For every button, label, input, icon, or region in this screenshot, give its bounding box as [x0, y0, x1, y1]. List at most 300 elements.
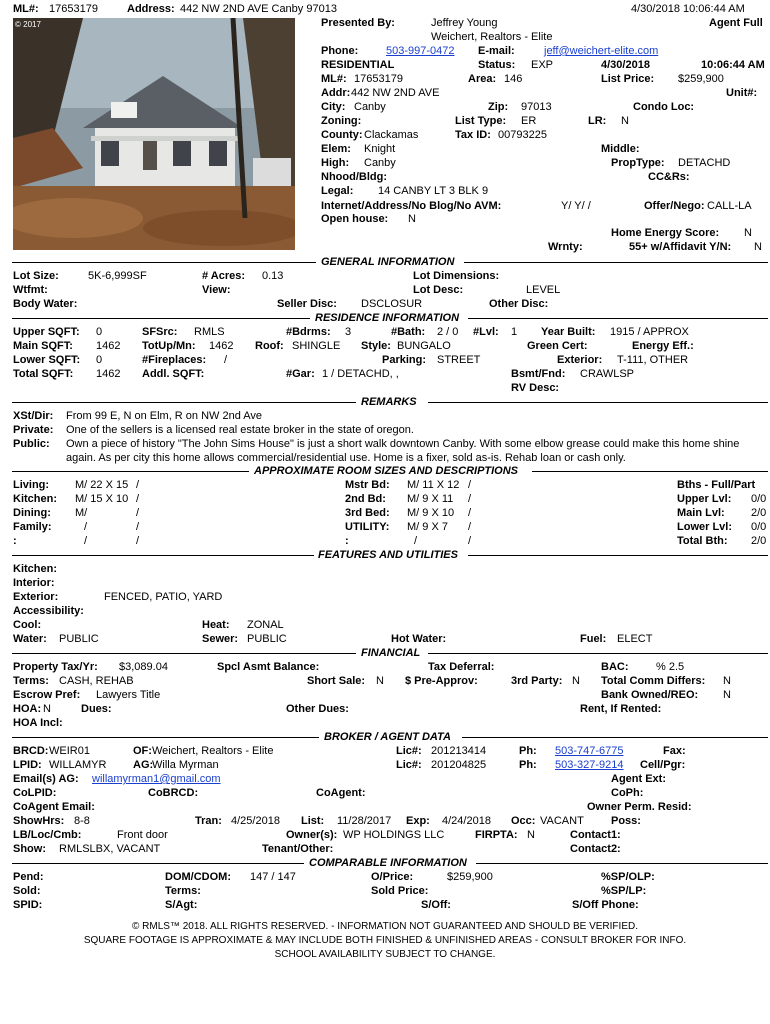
list-type-value: ER	[521, 115, 537, 127]
year-built-label: Year Built:	[541, 326, 596, 338]
remarks-header	[12, 396, 768, 409]
agent-phone-link[interactable]: 503-327-9214	[555, 759, 624, 771]
total-sqft-value: 1462	[96, 368, 121, 380]
room-size: M/ 11 X 12	[407, 479, 460, 491]
style-label: Style:	[361, 340, 391, 352]
garage-label: #Gar:	[286, 368, 315, 380]
property-photo[interactable]	[13, 18, 295, 250]
fireplaces-label: #Fireplaces:	[142, 354, 207, 366]
agent-value: Willa Myrman	[152, 759, 219, 771]
offer-nego-label: Offer/Nego:	[644, 200, 705, 212]
kitchen-feat-label: Kitchen:	[13, 563, 57, 575]
tran-label: Tran:	[195, 815, 222, 827]
header-address-label: Address:	[127, 3, 175, 15]
room-desc: /	[468, 521, 472, 533]
coagent-email-label: CoAgent Email:	[13, 801, 95, 813]
unit-label: Unit#:	[726, 87, 758, 99]
sp-olp-label: %SP/OLP:	[601, 871, 655, 883]
section-rule	[468, 555, 768, 556]
roof-label: Roof:	[255, 340, 284, 352]
internet-label: Internet/Address/No Blog/No AVM:	[321, 200, 502, 212]
section-rule	[12, 555, 314, 556]
fireplaces-value: /	[224, 354, 228, 366]
green-cert-label: Green Cert:	[527, 340, 588, 352]
legal-value: 14 CANBY LT 3 BLK 9	[378, 185, 489, 197]
exterior-feat-value: FENCED, PATIO, YARD	[104, 591, 223, 603]
status-label: Status:	[478, 59, 516, 71]
terms-value: CASH, REHAB	[59, 675, 134, 687]
open-house-value: N	[408, 213, 416, 225]
brcd-label: BRCD:	[13, 745, 49, 757]
comm-differs-value: N	[723, 675, 731, 687]
levels-value: 1	[511, 326, 518, 338]
private-label: Private:	[13, 424, 54, 436]
private-remarks: One of the sellers is a licensed real estate broker in the state of oregon.	[66, 424, 414, 436]
phone-label: Phone:	[321, 45, 359, 57]
owners-value: WP HOLDINGS LLC	[343, 829, 445, 841]
general-info-title: GENERAL INFORMATION	[321, 256, 455, 268]
main-sqft-value: 1462	[96, 340, 121, 352]
lic1-value: 201213414	[431, 745, 487, 757]
main-sqft-label: Main SQFT:	[13, 340, 73, 352]
lockbox-value: Front door	[117, 829, 168, 841]
property-tax-value: $3,089.04	[119, 661, 168, 673]
room-desc: /	[136, 535, 140, 547]
open-house-label: Open house:	[321, 213, 389, 225]
xst-value: From 99 E, N on Elm, R on NW 2nd Ave	[66, 410, 263, 422]
coph-label: CoPh:	[611, 787, 644, 799]
bedrooms-value: 3	[345, 326, 352, 338]
exterior-type-value: T-111, OTHER	[617, 354, 689, 366]
public-remarks-line2: again. As per city this home allows commercial/residential use. Home is a fixer, sold as-is. Rehab loan or cash only.	[66, 452, 626, 464]
features-title: FEATURES AND UTILITIES	[318, 549, 458, 561]
area-value: 146	[504, 73, 523, 85]
occ-value: VACANT	[540, 815, 584, 827]
firpta-value: N	[527, 829, 535, 841]
escrow-value: Lawyers Title	[96, 689, 161, 701]
room-size: M/ 9 X 7	[407, 521, 448, 533]
parking-value: STREET	[437, 354, 481, 366]
room-size: /	[84, 535, 88, 547]
room-size: M/ 9 X 11	[407, 493, 454, 505]
lower-sqft-value: 0	[96, 354, 103, 366]
brcd-value: WEIR01	[49, 745, 90, 757]
water-label: Water:	[13, 633, 47, 645]
contact2-label: Contact2:	[570, 843, 621, 855]
section-rule	[464, 262, 768, 263]
spid-label: SPID:	[13, 899, 43, 911]
showhrs-value: 8-8	[74, 815, 90, 827]
occ-label: Occ:	[511, 815, 536, 827]
tax-id-value: 00793225	[498, 129, 547, 141]
section-rule	[532, 471, 768, 472]
section-rule	[468, 318, 768, 319]
parking-label: Parking:	[382, 354, 427, 366]
lower-sqft-label: Lower SQFT:	[13, 354, 81, 366]
bedrooms-label: #Bdrms:	[286, 326, 331, 338]
status-date: 4/30/2018	[601, 59, 650, 71]
orig-price-label: O/Price:	[371, 871, 414, 883]
hoa-label: HOA:	[13, 703, 42, 715]
lockbox-label: LB/Loc/Cmb:	[13, 829, 82, 841]
list-type-label: List Type:	[455, 115, 507, 127]
spcl-asmt-label: Spcl Asmt Balance:	[217, 661, 320, 673]
bath-level-value: 2/0	[751, 507, 767, 519]
room-label: Dining:	[13, 507, 51, 519]
dom-value: 147 / 147	[250, 871, 296, 883]
warranty-label: Wrnty:	[548, 241, 583, 253]
city-value: Canby	[354, 101, 386, 113]
sewer-value: PUBLIC	[247, 633, 287, 645]
section-rule	[12, 262, 316, 263]
list-price-label: List Price:	[601, 73, 655, 85]
section-rule	[462, 737, 768, 738]
email-label: E-mail:	[478, 45, 515, 57]
room-label: 3rd Bed:	[345, 507, 390, 519]
lic2-value: 201204825	[431, 759, 487, 771]
county-label: County:	[321, 129, 363, 141]
header-datetime: 4/30/2018 10:06:44 AM	[631, 3, 745, 15]
lot-dimensions-label: Lot Dimensions:	[413, 270, 500, 282]
fax-label: Fax:	[663, 745, 686, 757]
area-label: Area:	[468, 73, 497, 85]
lic1-label: Lic#:	[396, 745, 422, 757]
remarks-title: REMARKS	[361, 396, 417, 408]
pend-label: Pend:	[13, 871, 44, 883]
sp-lp-label: %SP/LP:	[601, 885, 647, 897]
totup-label: TotUp/Mn:	[142, 340, 196, 352]
cobrcd-label: CoBRCD:	[148, 787, 199, 799]
lic2-label: Lic#:	[396, 759, 422, 771]
sold-price-label: Sold Price:	[371, 885, 429, 897]
exterior-feat-label: Exterior:	[13, 591, 59, 603]
total-sqft-label: Total SQFT:	[13, 368, 74, 380]
fuel-value: ELECT	[617, 633, 653, 645]
s-off-phone-label: S/Off Phone:	[572, 899, 639, 911]
office-value: Weichert, Realtors - Elite	[152, 745, 274, 757]
view-label: View:	[202, 284, 231, 296]
baths-value: 2 / 0	[437, 326, 459, 338]
office-phone-link[interactable]: 503-747-6775	[555, 745, 624, 757]
owner-perm-label: Owner Perm. Resid:	[587, 801, 692, 813]
year-built-value: 1915 / APPROX	[610, 326, 689, 338]
agent-label: AG:	[133, 759, 154, 771]
firpta-label: FIRPTA:	[475, 829, 518, 841]
room-label: Kitchen:	[13, 493, 57, 505]
status-time: 10:06:44 AM	[701, 59, 765, 71]
bac-value: % 2.5	[656, 661, 685, 673]
owners-label: Owner(s):	[286, 829, 338, 841]
bank-owned-label: Bank Owned/REO:	[601, 689, 699, 701]
office-label: OF:	[133, 745, 152, 757]
wtfmt-label: Wtfmt:	[13, 284, 48, 296]
showhrs-label: ShowHrs:	[13, 815, 65, 827]
contact1-label: Contact1:	[570, 829, 621, 841]
room-desc: /	[136, 493, 140, 505]
basement-label: Bsmt/Fnd:	[511, 368, 566, 380]
body-water-label: Body Water:	[13, 298, 78, 310]
hoa-value: N	[43, 703, 51, 715]
heat-label: Heat:	[202, 619, 230, 631]
room-label: Family:	[13, 521, 52, 533]
comparable-title: COMPARABLE INFORMATION	[309, 857, 467, 869]
comm-differs-label: Total Comm Differs:	[601, 675, 706, 687]
room-label: :	[13, 535, 17, 547]
tax-deferral-label: Tax Deferral:	[428, 661, 495, 673]
section-rule	[12, 653, 356, 654]
broker-title: BROKER / AGENT DATA	[324, 731, 451, 743]
baths-table-title: Bths - Full/Part	[677, 479, 756, 491]
tenant-label: Tenant/Other:	[262, 843, 334, 855]
rv-desc-label: RV Desc:	[511, 382, 560, 394]
ccrs-label: CC&Rs:	[648, 171, 690, 183]
terms-label: Terms:	[13, 675, 49, 687]
third-party-value: N	[572, 675, 580, 687]
room-desc: /	[136, 521, 140, 533]
room-label: UTILITY:	[345, 521, 390, 533]
broker-header	[12, 731, 768, 744]
comparable-header	[12, 857, 768, 870]
bath-level-value: 0/0	[751, 493, 767, 505]
lot-desc-value: LEVEL	[526, 284, 561, 296]
bath-level-value: 0/0	[751, 521, 767, 533]
section-rule	[12, 318, 310, 319]
room-size: M/ 22 X 15	[75, 479, 129, 491]
public-label: Public:	[13, 438, 50, 450]
bath-level-label: Lower Lvl:	[677, 521, 733, 533]
tran-value: 4/25/2018	[231, 815, 280, 827]
zip-label: Zip:	[488, 101, 509, 113]
dom-label: DOM/CDOM:	[165, 871, 231, 883]
header-report-type: Agent Full	[709, 17, 763, 29]
third-party-label: 3rd Party:	[511, 675, 563, 687]
header-ml-value: 17653179	[49, 3, 98, 15]
energy-score-label: Home Energy Score:	[611, 227, 720, 239]
bath-level-value: 2/0	[751, 535, 767, 547]
list-price-value: $259,900	[678, 73, 724, 85]
financial-header	[12, 647, 768, 660]
room-size: /	[84, 521, 88, 533]
room-label: :	[345, 535, 349, 547]
sfsrc-label: SFSrc:	[142, 326, 178, 338]
garage-value: 1 / DETACHD, ,	[322, 368, 399, 380]
colpid-label: CoLPID:	[13, 787, 57, 799]
agent-email-link[interactable]: willamyrman1@gmail.com	[92, 773, 221, 785]
basement-value: CRAWLSP	[580, 368, 634, 380]
dues-label: Dues:	[81, 703, 112, 715]
short-sale-label: Short Sale:	[307, 675, 366, 687]
agent-ext-label: Agent Ext:	[611, 773, 666, 785]
exterior-type-label: Exterior:	[557, 354, 603, 366]
sfsrc-value: RMLS	[194, 326, 225, 338]
show-label: Show:	[13, 843, 46, 855]
exp-value: 4/24/2018	[442, 815, 491, 827]
room-desc: /	[136, 479, 140, 491]
rooms-header	[12, 465, 768, 478]
section-rule	[428, 653, 768, 654]
room-label: Living:	[13, 479, 50, 491]
xst-label: XSt/Dir:	[13, 410, 54, 422]
bac-label: BAC:	[601, 661, 629, 673]
s-agt-label: S/Agt:	[165, 899, 198, 911]
features-header	[12, 549, 768, 562]
section-rule	[12, 863, 304, 864]
room-label: 2nd Bd:	[345, 493, 386, 505]
lr-value: N	[621, 115, 629, 127]
upper-sqft-label: Upper SQFT:	[13, 326, 80, 338]
interior-feat-label: Interior:	[13, 577, 55, 589]
upper-sqft-value: 0	[96, 326, 103, 338]
acres-value: 0.13	[262, 270, 284, 282]
offer-nego-value: CALL-LA	[707, 200, 752, 212]
bath-level-label: Total Bth:	[677, 535, 728, 547]
ml-label: ML#:	[321, 73, 347, 85]
zoning-label: Zoning:	[321, 115, 362, 127]
style-value: BUNGALO	[397, 340, 451, 352]
seller-disc-value: DSCLOSUR	[361, 298, 423, 310]
county-value: Clackamas	[364, 129, 419, 141]
room-size: M/ 9 X 10	[407, 507, 455, 519]
rooms-title: APPROXIMATE ROOM SIZES AND DESCRIPTIONS	[254, 465, 519, 477]
middle-label: Middle:	[601, 143, 640, 155]
lot-desc-label: Lot Desc:	[413, 284, 464, 296]
presenter-phone-link[interactable]: 503-997-0472	[386, 45, 455, 57]
room-desc: /	[136, 507, 140, 519]
affidavit-value: N	[754, 241, 762, 253]
lot-size-label: Lot Size:	[13, 270, 59, 282]
high-label: High:	[321, 157, 350, 169]
ml-value: 17653179	[354, 73, 403, 85]
room-desc: /	[468, 479, 472, 491]
room-size: M/ 15 X 10	[75, 493, 129, 505]
financial-title: FINANCIAL	[361, 647, 421, 659]
residence-info-header	[12, 312, 768, 325]
property-tax-label: Property Tax/Yr:	[13, 661, 98, 673]
addr-label: Addr:	[321, 87, 351, 99]
presented-by-label: Presented By:	[321, 17, 395, 29]
section-rule	[12, 402, 356, 403]
elem-label: Elem:	[321, 143, 351, 155]
presented-by-value: Jeffrey Young	[431, 17, 498, 29]
acres-label: # Acres:	[202, 270, 246, 282]
exp-label: Exp:	[406, 815, 430, 827]
coagent-label: CoAgent:	[316, 787, 366, 799]
addr-value: 442 NW 2ND AVE	[351, 87, 440, 99]
proptype-label: PropType:	[611, 157, 665, 169]
property-type: RESIDENTIAL	[321, 59, 395, 71]
footer-sqft-note: SQUARE FOOTAGE IS APPROXIMATE & MAY INCLUDE BOTH FINISHED & UNFINISHED AREAS - CONSULT BROKER FOR INFO.	[83, 935, 687, 946]
other-disc-label: Other Disc:	[489, 298, 549, 310]
cool-label: Cool:	[13, 619, 42, 631]
room-desc: /	[468, 507, 472, 519]
nhood-label: Nhood/Bldg:	[321, 171, 387, 183]
lr-label: LR:	[588, 115, 607, 127]
escrow-label: Escrow Pref:	[13, 689, 81, 701]
section-rule	[12, 737, 319, 738]
general-info-header	[12, 256, 768, 269]
room-size: /	[414, 535, 418, 547]
pre-approv-label: $ Pre-Approv:	[405, 675, 478, 687]
footer-copyright: © RMLS™ 2018. ALL RIGHTS RESERVED. - INFORMATION NOT GUARANTEED AND SHOULD BE VERIFIED.	[132, 921, 638, 932]
legal-label: Legal:	[321, 185, 354, 197]
list-date-label: List:	[301, 815, 325, 827]
phone1-label: Ph:	[519, 745, 537, 757]
lot-size-value: 5K-6,999SF	[88, 270, 147, 282]
high-value: Canby	[364, 157, 396, 169]
section-rule	[12, 471, 249, 472]
agent-email-label: Email(s) AG:	[13, 773, 79, 785]
hoa-incl-label: HOA Incl:	[13, 717, 63, 729]
house-illustration	[13, 18, 295, 250]
tax-id-label: Tax ID:	[455, 129, 491, 141]
water-value: PUBLIC	[59, 633, 99, 645]
comp-terms-label: Terms:	[165, 885, 201, 897]
internet-value: Y/ Y/ /	[561, 200, 591, 212]
accessibility-label: Accessibility:	[13, 605, 84, 617]
show-value: RMLSLBX, VACANT	[59, 843, 161, 855]
affidavit-label: 55+ w/Affidavit Y/N:	[629, 241, 732, 253]
residence-info-title: RESIDENCE INFORMATION	[315, 312, 460, 324]
addl-sqft-label: Addl. SQFT:	[142, 368, 205, 380]
energy-score-value: N	[744, 227, 752, 239]
bank-owned-value: N	[723, 689, 731, 701]
header-address-value: 442 NW 2ND AVE Canby 97013	[180, 3, 337, 15]
cell-pgr-label: Cell/Pgr:	[640, 759, 686, 771]
header-ml-label: ML#:	[13, 3, 39, 15]
levels-label: #Lvl:	[473, 326, 499, 338]
bath-level-label: Upper Lvl:	[677, 493, 732, 505]
proptype-value: DETACHD	[678, 157, 731, 169]
presenter-office: Weichert, Realtors - Elite	[431, 31, 553, 43]
s-off-label: S/Off:	[421, 899, 451, 911]
totup-value: 1462	[209, 340, 234, 352]
room-label: Mstr Bd:	[345, 479, 390, 491]
section-rule	[476, 863, 768, 864]
orig-price-value: $259,900	[447, 871, 493, 883]
footer-school-note: SCHOOL AVAILABILITY SUBJECT TO CHANGE.	[274, 949, 496, 960]
section-rule	[428, 402, 768, 403]
presenter-email-link[interactable]: jeff@weichert-elite.com	[544, 45, 659, 57]
status-value: EXP	[531, 59, 554, 71]
baths-label: #Bath:	[391, 326, 426, 338]
hot-water-label: Hot Water:	[391, 633, 447, 645]
seller-disc-label: Seller Disc:	[277, 298, 337, 310]
list-date-value: 11/28/2017	[337, 815, 392, 827]
condo-loc-label: Condo Loc:	[633, 101, 695, 113]
room-desc: /	[468, 535, 472, 547]
lpid-label: LPID:	[13, 759, 42, 771]
heat-value: ZONAL	[247, 619, 284, 631]
short-sale-value: N	[376, 675, 384, 687]
photo-watermark: © 2017	[15, 20, 41, 29]
sold-label: Sold:	[13, 885, 41, 897]
public-remarks-line1: Own a piece of history "The John Sims House" is just a short walk downtown Canby. With some elbow grease could make this home shine	[66, 438, 740, 450]
bath-level-label: Main Lvl:	[677, 507, 725, 519]
city-label: City:	[321, 101, 346, 113]
elem-value: Knight	[364, 143, 396, 155]
lpid-value: WILLAMYR	[49, 759, 107, 771]
fuel-label: Fuel:	[580, 633, 607, 645]
energy-eff-label: Energy Eff.:	[632, 340, 694, 352]
poss-label: Poss:	[611, 815, 641, 827]
roof-value: SHINGLE	[292, 340, 341, 352]
rent-label: Rent, If Rented:	[580, 703, 662, 715]
room-desc: /	[468, 493, 472, 505]
phone2-label: Ph:	[519, 759, 537, 771]
zip-value: 97013	[521, 101, 552, 113]
room-size: M/	[75, 507, 88, 519]
other-dues-label: Other Dues:	[286, 703, 349, 715]
